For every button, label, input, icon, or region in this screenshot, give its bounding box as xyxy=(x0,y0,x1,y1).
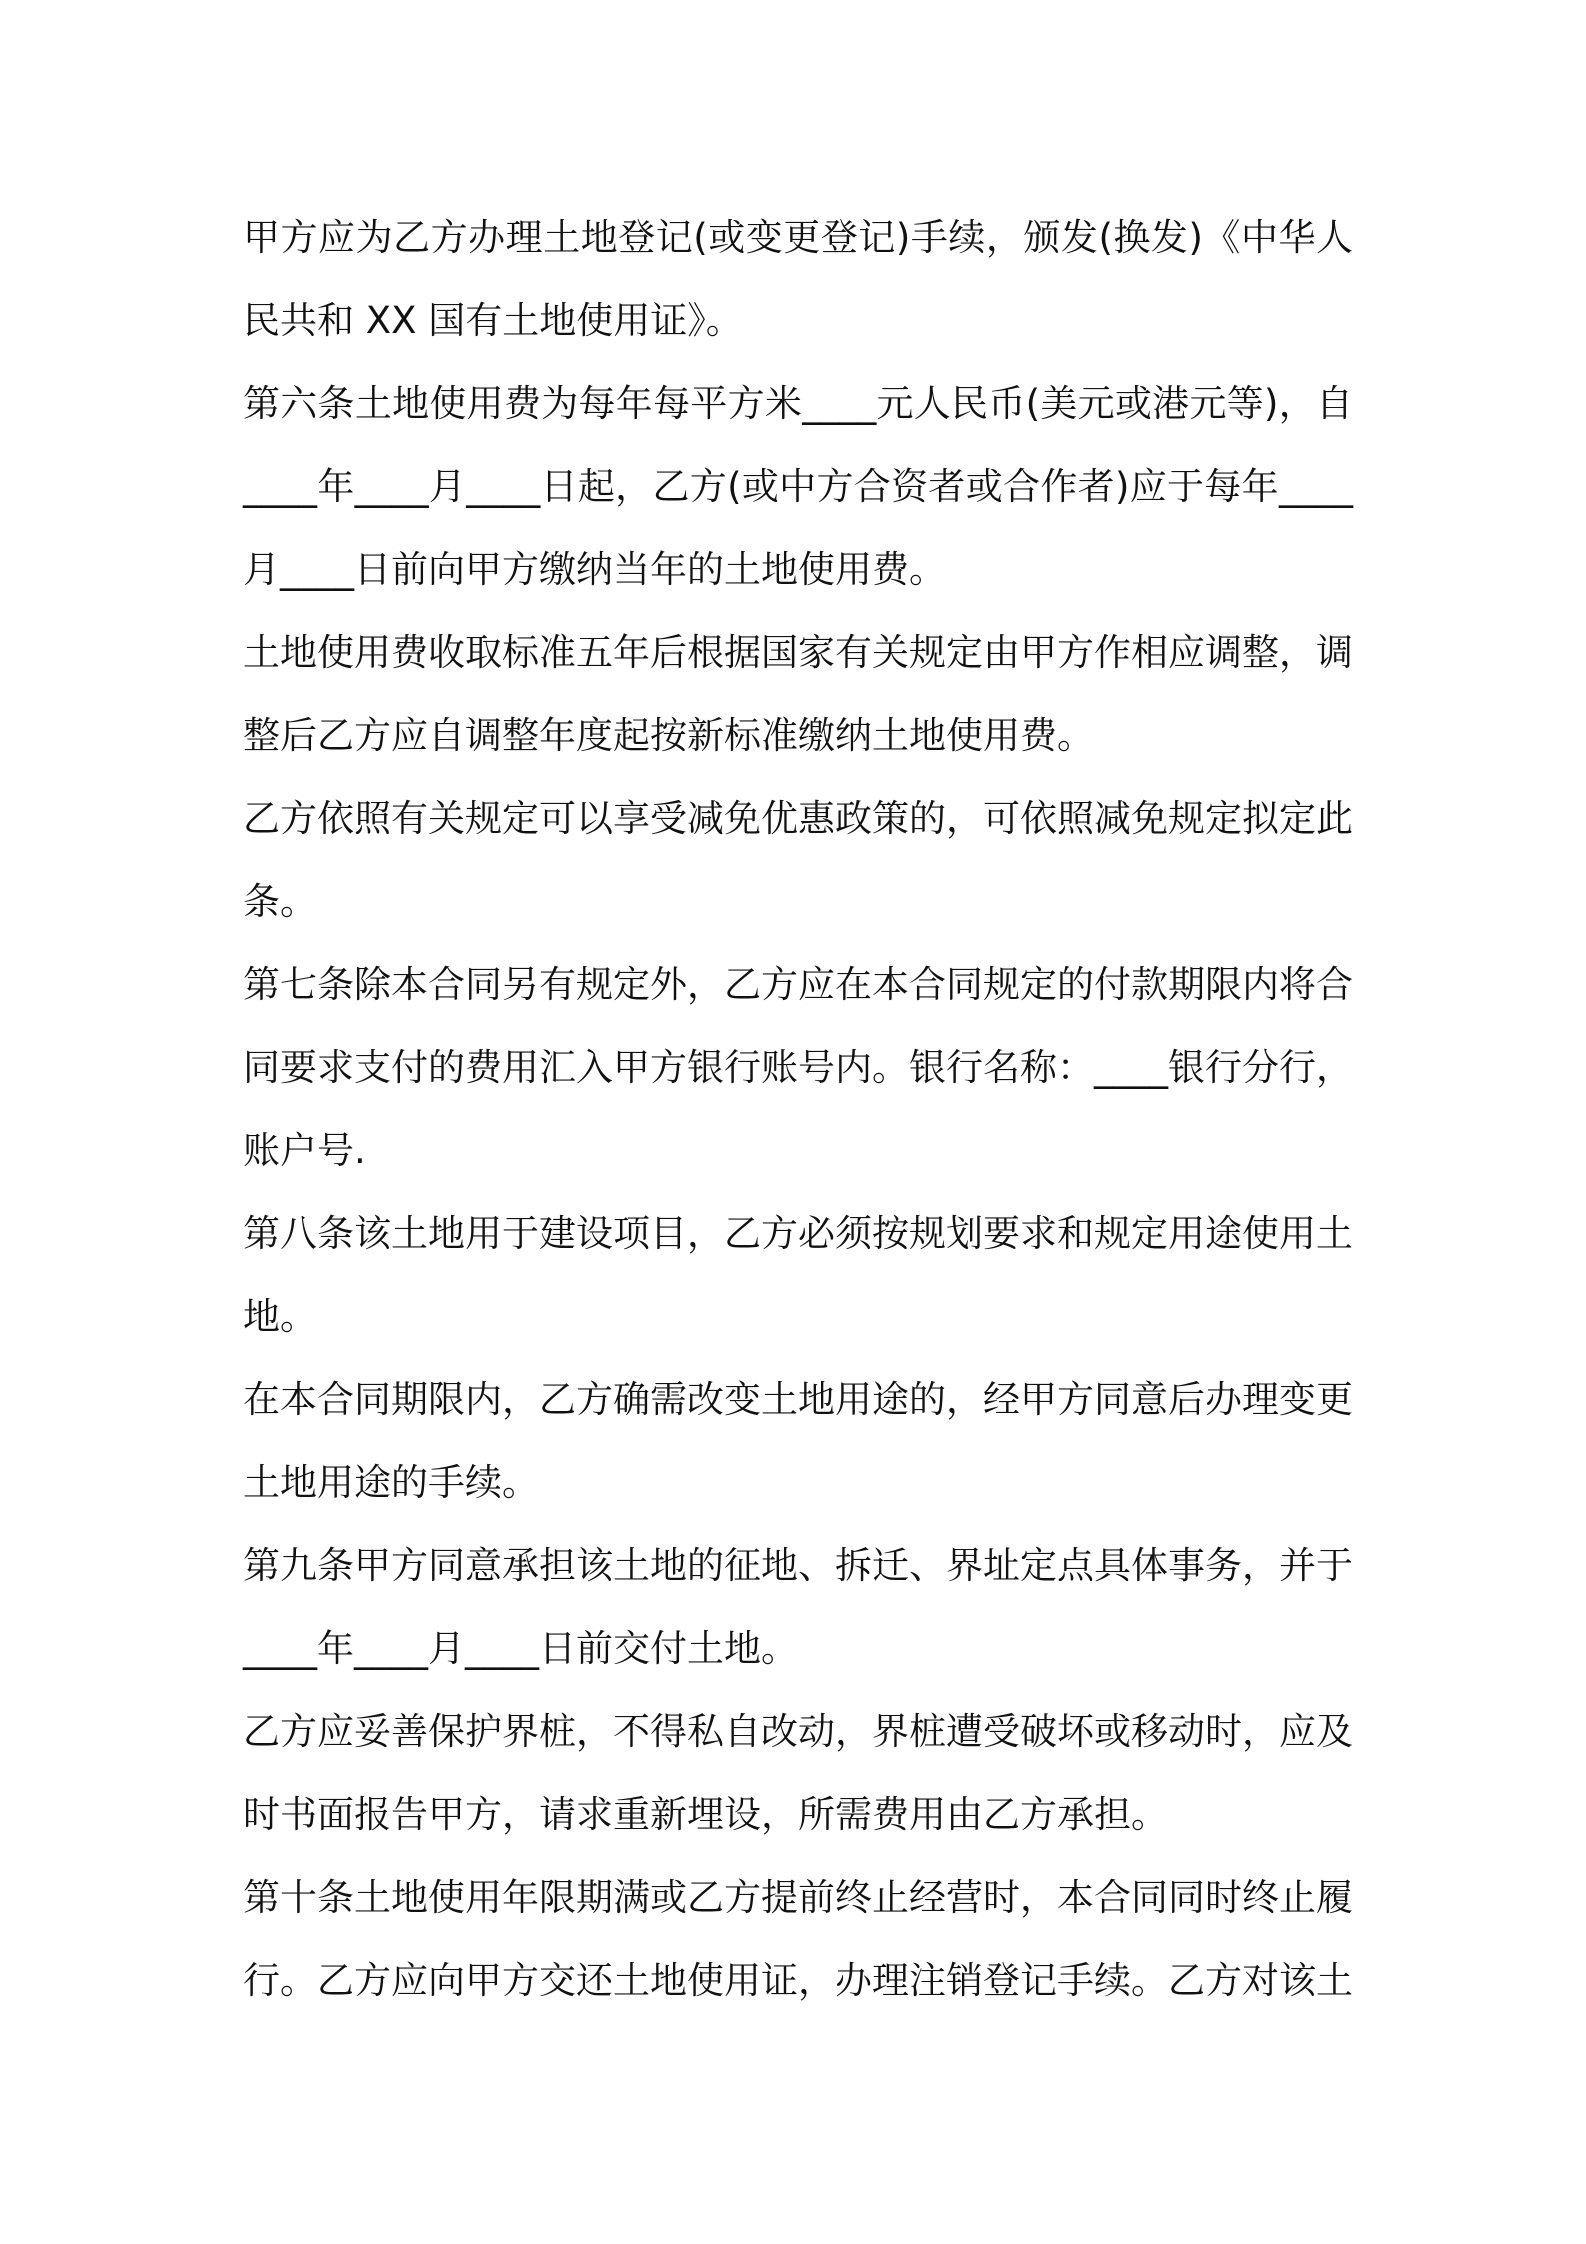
paragraph-article-9: 第九条甲方同意承担该土地的征地、拆迁、界址定点具体事务，并于____年____月____日前交付土地。 xyxy=(243,1544,1353,1670)
paragraph-article-8: 第八条该土地用于建设项目，乙方必须按规划要求和规定用途使用土地。 xyxy=(243,1212,1353,1338)
paragraph-article-7: 第七条除本合同另有规定外，乙方应在本合同规定的付款期限内将合同要求支付的费用汇入甲方银行账号内。银行名称：____银行分行，账户号. xyxy=(243,963,1353,1172)
paragraph-land-registration: 甲方应为乙方办理土地登记(或变更登记)手续，颁发(换发)《中华人民共和 XX 国有土地使用证》。 xyxy=(243,216,1353,342)
paragraph-land-use-change: 在本合同期限内，乙方确需改变土地用途的，经甲方同意后办理变更土地用途的手续。 xyxy=(243,1378,1353,1504)
paragraph-boundary-markers: 乙方应妥善保护界桩，不得私自改动，界桩遭受破坏或移动时，应及时书面报告甲方，请求重新埋设，所需费用由乙方承担。 xyxy=(243,1710,1353,1836)
paragraph-article-6: 第六条土地使用费为每年每平方米____元人民币(美元或港元等)，自____年____月____日起，乙方(或中方合资者或合作者)应于每年____月____日前向甲方缴纳当年的土地使用费。 xyxy=(243,382,1353,591)
document-body xyxy=(243,196,1353,2022)
paragraph-fee-adjustment: 土地使用费收取标准五年后根据国家有关规定由甲方作相应调整，调整后乙方应自调整年度起按新标准缴纳土地使用费。 xyxy=(243,631,1353,757)
paragraph-fee-reduction: 乙方依照有关规定可以享受减免优惠政策的，可依照减免规定拟定此条。 xyxy=(243,797,1353,923)
paragraph-article-10: 第十条土地使用年限期满或乙方提前终止经营时，本合同同时终止履行。乙方应向甲方交还土地使用证，办理注销登记手续。乙方对该土 xyxy=(243,1876,1353,2002)
